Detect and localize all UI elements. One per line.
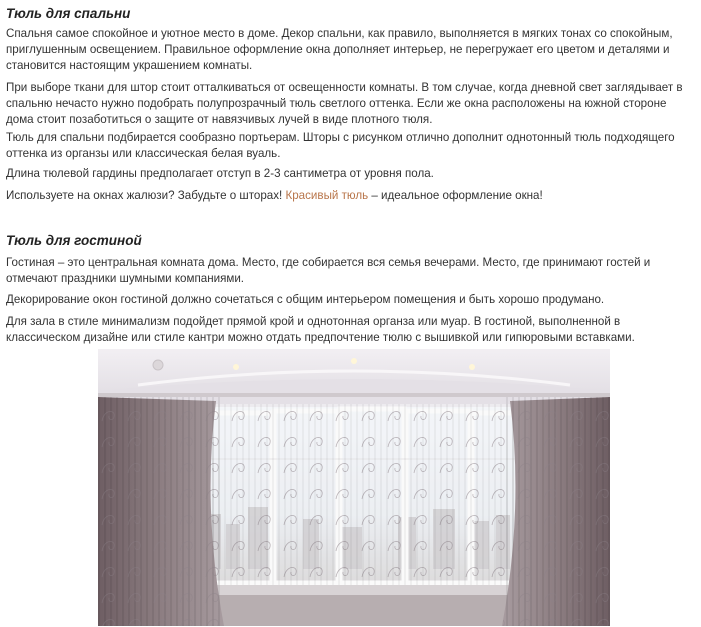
paragraph-living-intro: Гостиная – это центральная комната дома. Место, где собирается вся семья вечерами. Место, где принимают гостей и отмечают праздники шумными компаниями. <box>6 256 651 285</box>
paragraph-text-after-link: – идеальное оформление окна! <box>368 189 543 202</box>
beautiful-tulle-link[interactable]: Красивый тюль <box>285 189 369 202</box>
living-room-curtains-photo <box>98 349 610 626</box>
curtains-illustration <box>98 349 610 626</box>
paragraph-text-before-link: Используете на окнах жалюзи? Забудьте о шторах! <box>6 189 286 202</box>
paragraph-bedroom-fabric: При выборе ткани для штор стоит отталкиваться от освещенности комнаты. В том случае, когда дневной свет заглядывает в спальню нечасто нужно подобрать полупрозрачный тюль светлого оттенка. Если же окна расположены на южной стороне дома стоит позаботиться о защите от навязчивых лучей в виде плотного тюля. <box>6 81 683 126</box>
paragraph-bedroom-length: Длина тюлевой гардины предполагает отступ в 2-3 сантиметра от уровня пола. <box>6 167 434 180</box>
section-title-living-room: Тюль для гостиной <box>6 233 142 248</box>
paragraph-living-styles: Для зала в стиле минимализм подойдет прямой крой и однотонная органза или муар. В гостиной, выполненной в классическом дизайне или стиле кантри можно отдать предпочтение тюлю с вышивкой или гипюровыми вставками. <box>6 315 635 344</box>
paragraph-bedroom-portieres: Тюль для спальни подбирается сообразно портьерам. Шторы с рисунком отлично дополнит однотонный тюль подходящего оттенка из органзы или классическая белая вуаль. <box>6 131 675 160</box>
paragraph-living-decor: Декорирование окон гостиной должно сочетаться с общим интерьером помещения и быть хорошо продумано. <box>6 293 605 306</box>
paragraph-bedroom-blinds <box>6 188 686 204</box>
section-title-bedroom: Тюль для спальни <box>6 6 131 21</box>
paragraph-bedroom-intro: Спальня самое спокойное и уютное место в доме. Декор спальни, как правило, выполняется в мягких тонах со спокойным, приглушенным освещением. Правильное оформление окна дополняет интерьер, не перегружает его цветом и деталями и становится настоящим украшением комнаты. <box>6 27 673 72</box>
